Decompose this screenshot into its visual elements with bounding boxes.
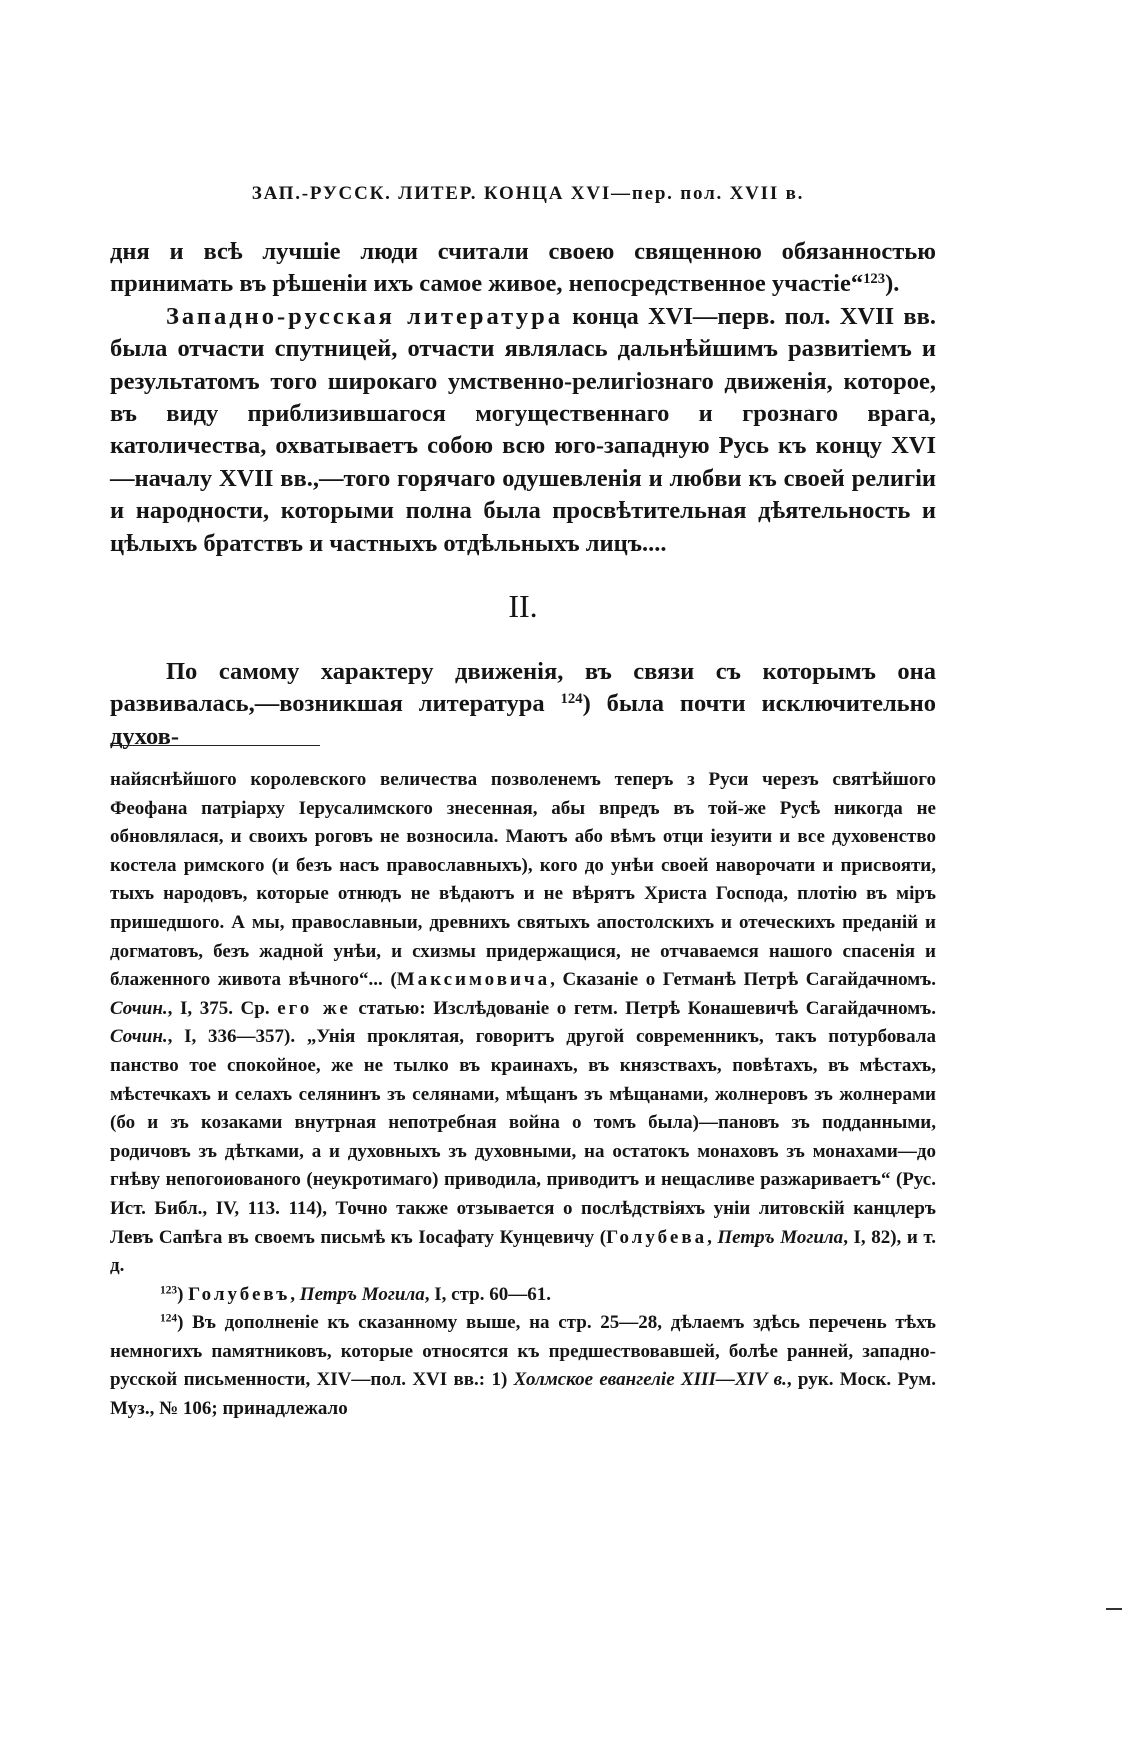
- paragraph-3-text: По самому характеру движенія, въ связи съ которымъ она развивалась,—возникшая литература: [110, 658, 936, 718]
- footnote-123-author: Голубевъ: [188, 1283, 291, 1305]
- paragraph-1-tail: ).: [885, 270, 900, 298]
- paragraph-2-spaced: Западно-русская литература: [166, 302, 564, 330]
- fn-cont-author2: Голубева: [606, 1226, 708, 1248]
- fn-cont-italic3: Петръ Могила: [717, 1226, 844, 1248]
- footnote-123: $^{123}$) Голубевъ, Петръ Могила, I, стр. 60—61.: [160, 1283, 551, 1305]
- paragraph-2: [110, 301, 936, 560]
- fn-cont-part3: , I, 375. Ср.: [167, 997, 278, 1019]
- fn-cont-italic1: Сочин.: [110, 997, 168, 1019]
- footnote-123-title: Петръ Могила: [299, 1283, 425, 1305]
- fn-cont-italic2: Сочин.: [110, 1026, 168, 1048]
- section-heading: II.: [508, 588, 538, 624]
- footnote-124: [110, 1309, 936, 1423]
- fn-cont-part7: , I, 82), и т. д.: [110, 1226, 937, 1277]
- footnote-123-number: 123: [160, 1284, 178, 1297]
- running-head: ЗАП.-РУССК. ЛИТЕР. КОНЦА XVI—пер. пол. XVII в.: [251, 183, 805, 204]
- footnote-rule: [110, 745, 320, 746]
- footnote-124-rest: , рук. Моск. Рум. Муз., № 106; принадлежало: [110, 1369, 936, 1420]
- paragraph-1-text: дня и всѣ лучшіе люди считали своею священною обязанностью принимать въ рѣшеніи ихъ самое живое, непосредственное участіе“: [110, 238, 936, 298]
- paragraph-3-tail: ) была почти исключительно духов-: [110, 690, 937, 750]
- footnote-123-rest: , I, стр. 60—61.: [424, 1283, 551, 1305]
- paragraph-1: [110, 236, 936, 301]
- footnote-124-text: ) Въ дополненіе къ сказанному выше, на стр. 25—28, дѣлаемъ здѣсь перечень тѣхъ немногихъ памятниковъ, которые относятся къ предшествовавшей, болѣе ранней, западно-русской письменности, XIV—пол. XVI вв.: 1): [110, 1312, 936, 1391]
- paragraph-2-text: конца XVI—перв. пол. XVII вв. была отчасти спутницей, отчасти являлась дальнѣйшимъ развитіемъ и результатомъ того широкаго умственно-религіознаго движенія, которое, въ виду приблизившагося могущественнаго и грознаго врага, католичества, охватываетъ собою всю юго-западную Русь къ концу XVI—началу XVII вв.,—того горячаго одушевленія и любви къ своей религіи и народности, которыми полна была просвѣтительная дѣятельность и цѣлыхъ братствъ и частныхъ отдѣльныхъ лицъ....: [110, 302, 936, 557]
- margin-mark: [1106, 1608, 1122, 1610]
- fn-cont-part2: , Сказаніе о Гетманѣ Петрѣ Сагайдачномъ.: [550, 969, 937, 991]
- main-text-top: [110, 236, 936, 560]
- footnote-124-number: 124: [160, 1313, 178, 1326]
- paragraph-3: [110, 656, 936, 753]
- footnote-123-sep: ,: [290, 1283, 300, 1305]
- footnote-continuation: [110, 766, 936, 1281]
- note-ref-124: 124: [560, 691, 583, 708]
- fn-cont-part1: найяснѣйшого королевского величества позволенемъ теперъ з Руси черезъ святѣйшого Феофана патріарху Іерусалимского знесенная, абы впредъ въ той-же Русѣ никогда не обновлялася, и своихъ роговъ не возносила. Маютъ або вѣмъ отци іезуити и все духовенство костела римского (и безъ насъ православныхъ), кого до унѣи своей наворочати и присвояти, тыхъ народовъ, которые отнюдъ не вѣдаютъ и не вѣрятъ Христа Господа, плотію въ міръ пришедшого. А мы, православныи, древнихъ святыхъ апостолскихъ и отеческихъ преданій и догматовъ, безъ жадной унѣи, и схизмы придержащися, не отчаваемся нашого спасенія и блаженного живота вѣчного“... (: [110, 769, 936, 991]
- fn-cont-part6: ,: [707, 1226, 718, 1248]
- fn-cont-part4: статью: Изслѣдованіе о гетм. Петрѣ Конашевичѣ Сагайдачномъ.: [350, 997, 936, 1019]
- main-text-bottom: [110, 656, 936, 753]
- note-ref-123: 123: [863, 271, 886, 288]
- footnotes: [110, 766, 936, 1424]
- footnote-124-italic: Холмское евангеліе XIII—XIV в.: [513, 1369, 787, 1391]
- fn-cont-spaced1: его же: [277, 997, 351, 1019]
- fn-cont-author1: Максимовича: [396, 969, 551, 991]
- fn-cont-part5: , I, 336—357). „Унія проклятая, говоритъ другой современникъ, такъ потурбовала панство тое спокойное, же не тылко въ краинахъ, въ князствахъ, повѣтахъ, въ мѣстахъ, мѣстечкахъ и селахъ селянинъ зъ селянами, мѣщанъ зъ мѣщанами, жолнеровъ зъ жолнерами (бо и зъ козаками внутрная непотребная война о томъ была)—пановъ зъ подданными, родичовъ зъ дѣтками, а и духовныхъ зъ духовными, на остатокъ монаховъ зъ монахами—до гнѣву непогоиованого (неукротимаго) приводила, приводитъ и нещасливе разжариваетъ“ (Рус. Ист. Библ., IV, 113. 114), Точно также отзывается о послѣдствіяхъ уніи литовскій канцлеръ Левъ Сапѣга въ своемъ письмѣ къ Іосафату Кунцевичу (: [110, 1026, 936, 1248]
